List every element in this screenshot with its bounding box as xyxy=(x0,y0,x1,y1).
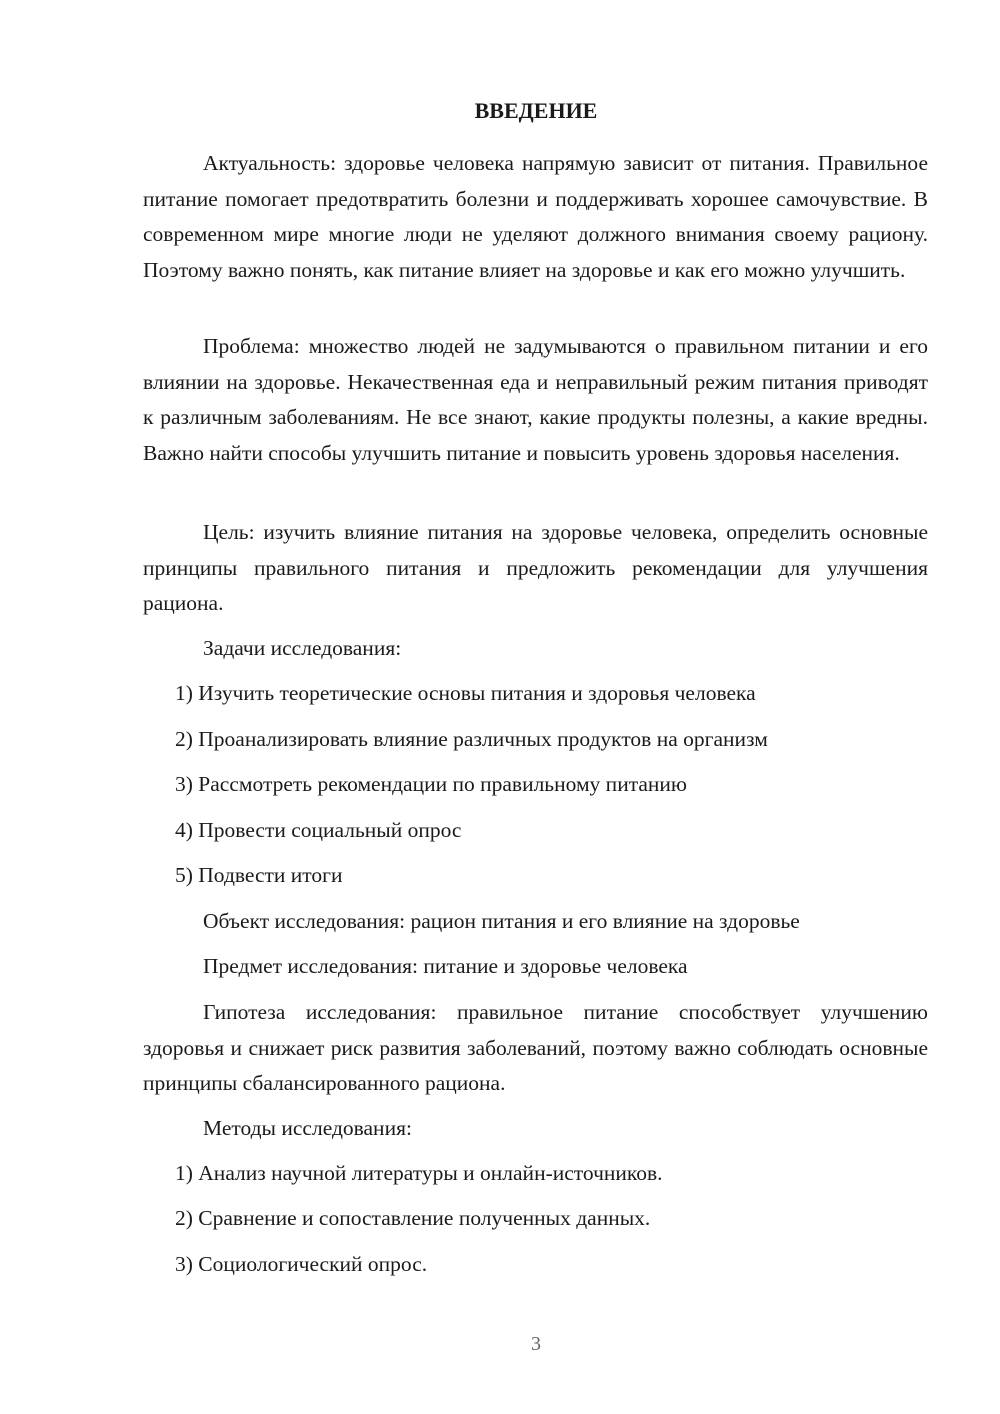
section-title: ВВЕДЕНИЕ xyxy=(474,98,598,123)
subject-line: Предмет исследования: питание и здоровье человека xyxy=(203,954,688,978)
task-item-1: 1) Изучить теоретические основы питания и здоровья человека xyxy=(175,681,756,705)
method-item-2: 2) Сравнение и сопоставление полученных данных. xyxy=(175,1206,651,1230)
methods-heading: Методы исследования: xyxy=(203,1116,412,1140)
task-item-4: 4) Провести социальный опрос xyxy=(175,818,462,842)
task-item-5: 5) Подвести итоги xyxy=(175,863,343,887)
method-item-3: 3) Социологический опрос. xyxy=(175,1252,428,1276)
tasks-heading: Задачи исследования: xyxy=(203,636,402,660)
object-line: Объект исследования: рацион питания и его влияние на здоровье xyxy=(203,909,800,933)
relevance-paragraph: Актуальность: здоровье человека напрямую зависит от питания. Правильное питание помогает предотвратить болезни и поддерживать хорошее самочувствие. В современном мире многие люди не уделяют должного внимания своему рациону. Поэтому важно понять, как питание влияет на здоровье и как его можно улучшить. xyxy=(143,151,928,282)
method-item-1: 1) Анализ научной литературы и онлайн-источников. xyxy=(175,1161,663,1185)
task-item-3: 3) Рассмотреть рекомендации по правильному питанию xyxy=(175,772,687,796)
page-number: 3 xyxy=(531,1333,541,1355)
task-item-2: 2) Проанализировать влияние различных продуктов на организм xyxy=(175,727,768,751)
problem-paragraph: Проблема: множество людей не задумываются о правильном питании и его влиянии на здоровье. Некачественная еда и неправильный режим питания приводят к различным заболеваниям. Не все знают, какие продукты полезны, а какие вредны. Важно найти способы улучшить питание и повысить уровень здоровья населения. xyxy=(143,334,928,465)
goal-paragraph: Цель: изучить влияние питания на здоровье человека, определить основные принципы правильного питания и предложить рекомендации для улучшения рациона. xyxy=(143,520,928,615)
hypothesis-paragraph: Гипотеза исследования: правильное питание способствует улучшению здоровья и снижает риск развития заболеваний, поэтому важно соблюдать основные принципы сбалансированного рациона. xyxy=(143,1000,928,1095)
